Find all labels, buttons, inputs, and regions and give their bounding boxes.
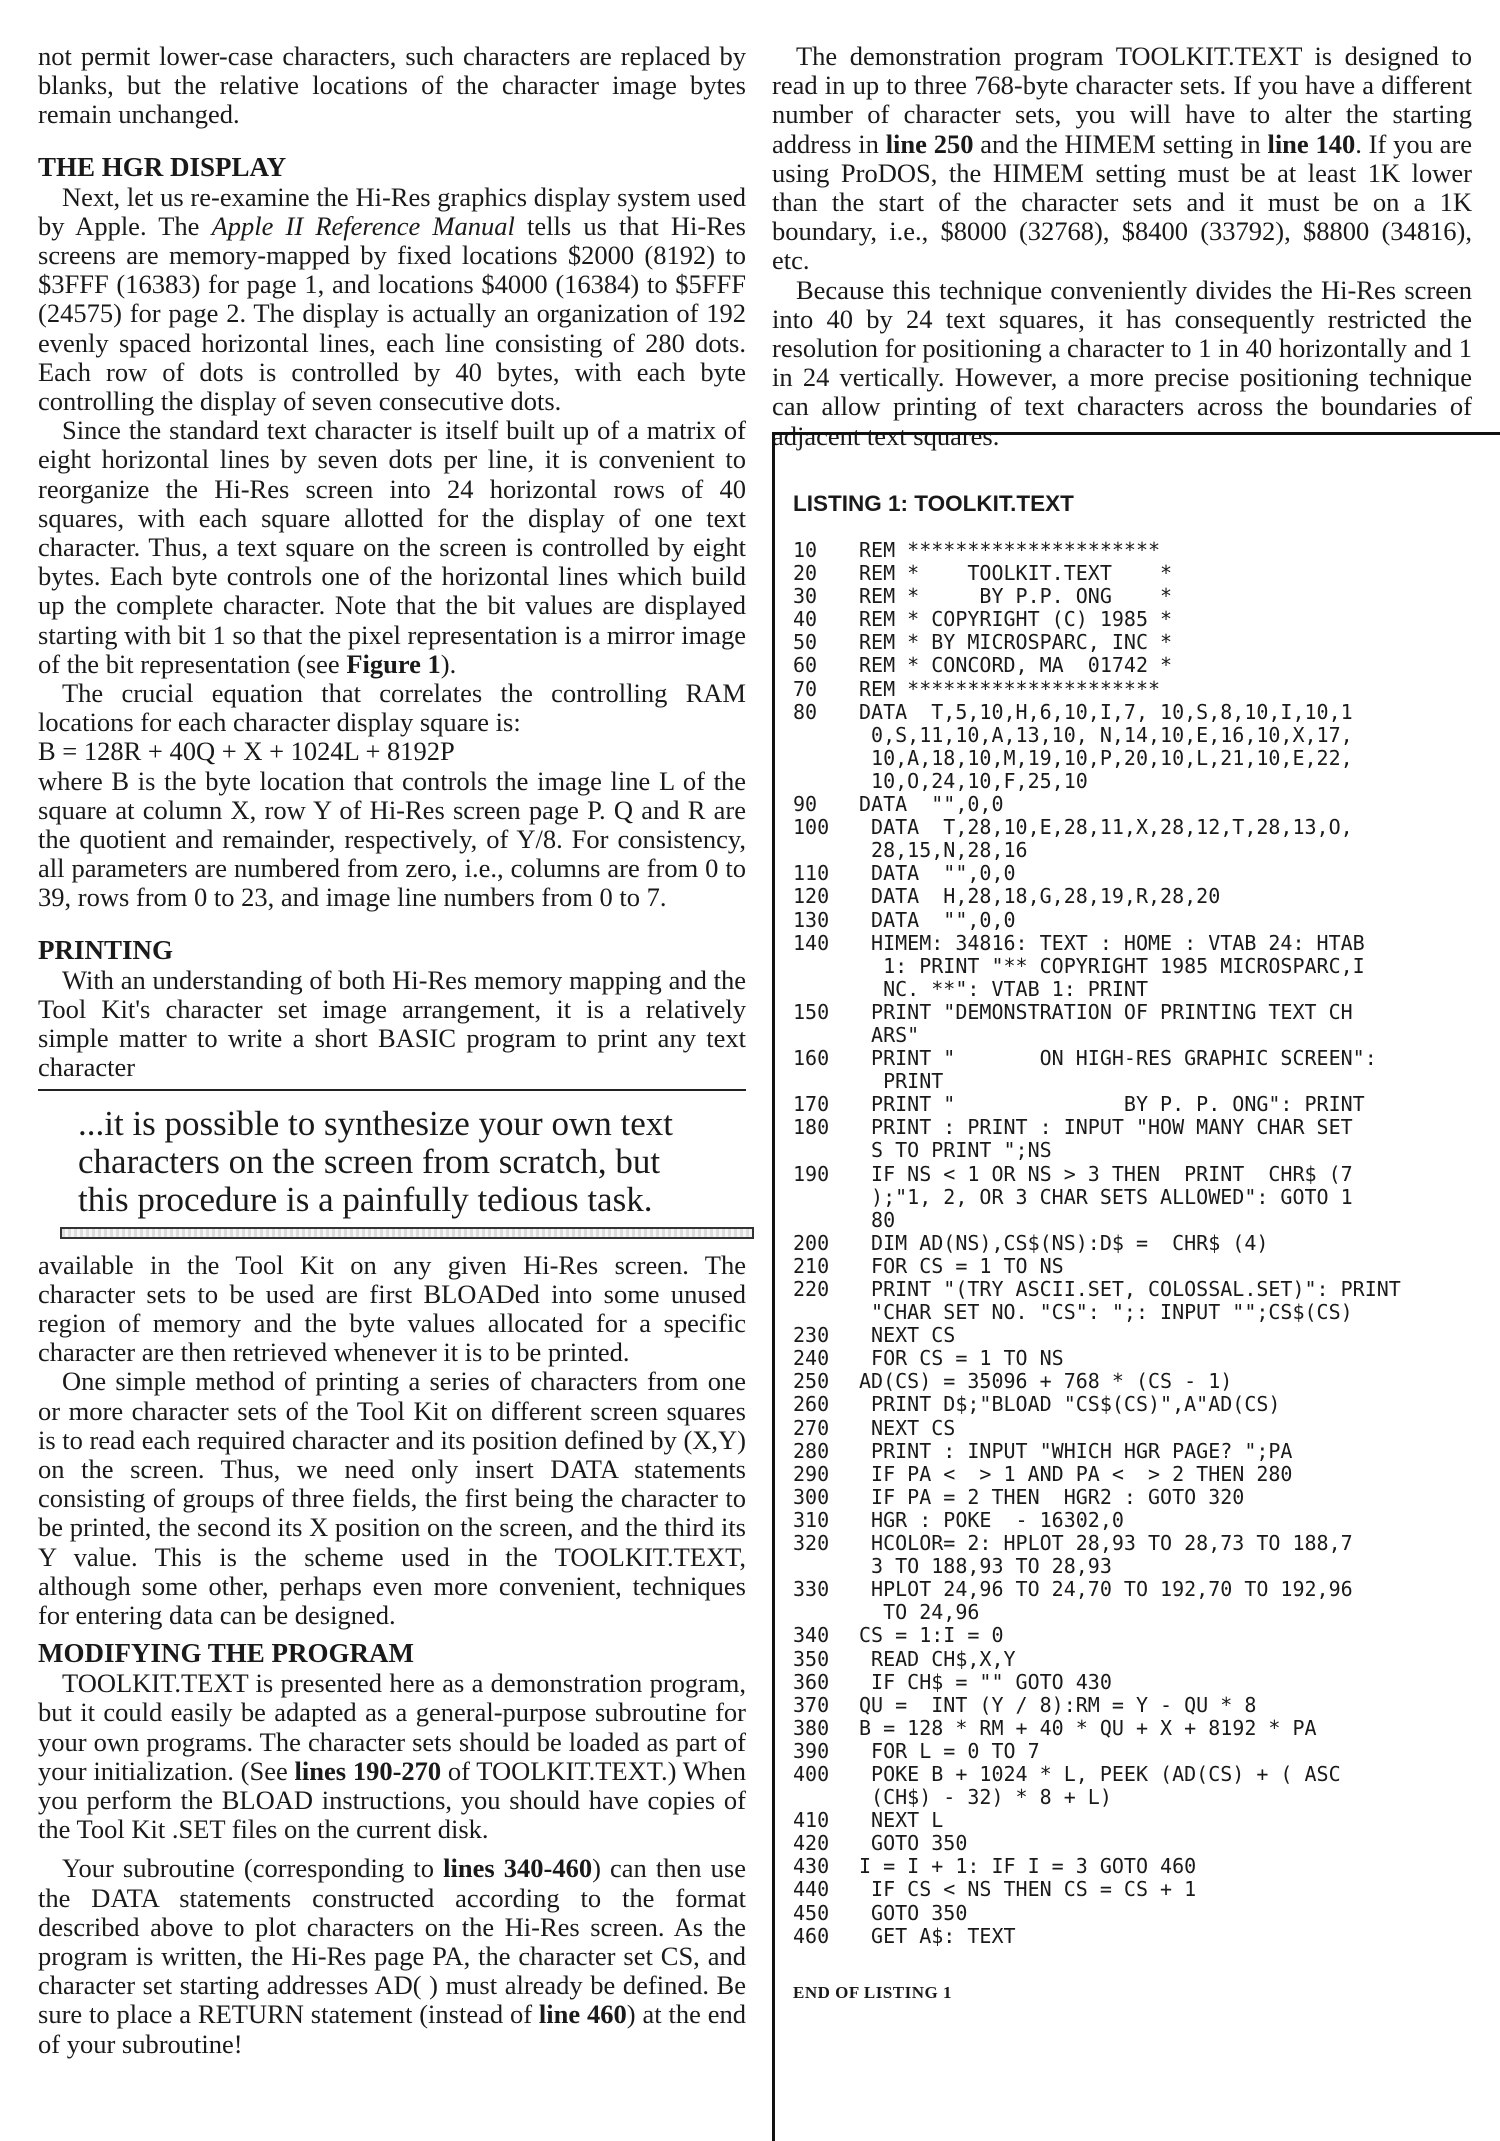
code-line — [793, 1925, 1493, 1948]
listing-code — [793, 539, 1493, 1948]
pull-quote-block — [38, 1089, 746, 1239]
line-number: 360 — [793, 1669, 830, 1694]
line-code: DATA H,28,18,G,28,19,R,28,20 — [859, 884, 1221, 909]
paragraph-hgr-2 — [38, 416, 746, 679]
code-line — [793, 1694, 1493, 1717]
right-column — [772, 42, 1472, 451]
code-line — [793, 1278, 1493, 1324]
line-code: HGR : POKE - 16302,0 — [859, 1507, 1124, 1532]
code-line — [793, 1393, 1493, 1416]
pull-quote: ...it is possible to synthesize your own text characters on the screen from scratch, but this procedure is a painfully tedious task. — [78, 1103, 673, 1219]
line-number: 250 — [793, 1369, 830, 1394]
line-number: 10 — [793, 538, 818, 562]
code-line — [793, 1648, 1493, 1671]
paragraph-printing-2: One simple method of printing a series of characters from one or more character sets of the Tool Kit on different screen squares is to read each required character and its position defined by (X,Y) on the screen. Thus, we need only insert DATA statements consisting of groups of three fields, the first being the character to be printed, the second its X position on the screen, and the third its Y value. This is the scheme used in the TOOLKIT.TEXT, although some other, perhaps even more convenient, techniques for entering data can be designed. — [38, 1366, 746, 1630]
line-code: GET A$: TEXT — [859, 1923, 1016, 1948]
line-code: AD(CS) = 35096 + 768 * (CS - 1) — [859, 1369, 1233, 1394]
line-number: 240 — [793, 1346, 830, 1371]
line-reference: line 460 — [538, 1999, 627, 2030]
line-number: 280 — [793, 1438, 830, 1463]
line-number: 220 — [793, 1277, 830, 1301]
line-number: 60 — [793, 653, 818, 678]
line-number: 310 — [793, 1507, 830, 1532]
code-line — [793, 1763, 1493, 1809]
line-code: POKE B + 1024 * L, PEEK (AD(CS) + ( ASC (CH$) - 32) * 8 + L) — [871, 1761, 1341, 1810]
code-line — [793, 816, 1493, 862]
line-number: 290 — [793, 1461, 830, 1486]
line-code: IF PA = 2 THEN HGR2 : GOTO 320 — [859, 1484, 1245, 1509]
code-line — [793, 932, 1493, 1001]
left-column — [38, 42, 746, 2059]
line-number: 300 — [793, 1484, 830, 1509]
line-number: 370 — [793, 1692, 830, 1717]
line-code: READ CH$,X,Y — [859, 1646, 1016, 1671]
line-code: DATA "",0,0 — [859, 907, 1016, 932]
code-line — [793, 1093, 1493, 1116]
line-number: 160 — [793, 1046, 830, 1071]
code-line — [793, 1440, 1493, 1463]
line-number: 420 — [793, 1831, 830, 1856]
line-code: DATA "",0,0 — [859, 792, 1004, 817]
line-code: FOR CS = 1 TO NS — [859, 1253, 1064, 1278]
code-line — [793, 1740, 1493, 1763]
paragraph-modifying-2 — [38, 1854, 746, 2058]
line-number: 450 — [793, 1900, 830, 1925]
paragraph-intro: not permit lower-case characters, such characters are replaced by blanks, but the relative locations of the character image bytes remain unchanged. — [38, 41, 746, 130]
line-number: 270 — [793, 1415, 830, 1440]
line-code: PRINT " ON HIGH-RES GRAPHIC SCREEN": PRINT — [871, 1046, 1377, 1094]
code-line — [793, 1347, 1493, 1370]
line-code: GOTO 350 — [859, 1831, 968, 1856]
line-code: DIM AD(NS),CS$(NS):D$ = CHR$ (4) — [859, 1230, 1269, 1255]
heading-modifying: MODIFYING THE PROGRAM — [38, 1638, 414, 1669]
line-number: 110 — [793, 861, 830, 886]
paragraph-hgr-1 — [38, 183, 746, 417]
code-line — [793, 862, 1493, 885]
line-code: PRINT "(TRY ASCII.SET, COLOSSAL.SET)": PRINT "CHAR SET NO. "CS": ";: INPUT "";CS$(CS) — [871, 1277, 1401, 1325]
line-code: IF CS < NS THEN CS = CS + 1 — [859, 1877, 1197, 1902]
line-number: 350 — [793, 1646, 830, 1671]
code-line — [793, 1509, 1493, 1532]
code-line — [793, 1832, 1493, 1855]
text-run: TOOLKIT.TEXT is presented here as a demonstration program, but it could easily be adapted as a general-purpose subroutine for your own programs. The character sets should be loaded as part of your initialization. (See — [38, 1668, 746, 1786]
line-code: IF NS < 1 OR NS > 3 THEN PRINT CHR$ (7 );"1, 2, OR 3 CHAR SETS ALLOWED": GOTO 1 80 — [871, 1161, 1353, 1232]
line-number: 230 — [793, 1323, 830, 1348]
code-line — [793, 631, 1493, 654]
heading-hgr-display: THE HGR DISPLAY — [38, 151, 287, 182]
line-number: 380 — [793, 1715, 830, 1740]
line-code: HPLOT 24,96 TO 24,70 TO 192,70 TO 192,96 TO 24,96 — [871, 1577, 1353, 1625]
line-number: 70 — [793, 676, 818, 701]
code-line — [793, 1370, 1493, 1393]
line-number: 190 — [793, 1161, 830, 1186]
equation: B = 128R + 40Q + X + 1024L + 8192P — [38, 736, 455, 767]
line-code: HCOLOR= 2: HPLOT 28,93 TO 28,73 TO 188,7 3 TO 188,93 TO 28,93 — [871, 1531, 1353, 1579]
code-line — [793, 654, 1493, 677]
paragraph-hgr-4: where B is the byte location that controls the image line L of the square at column X, row Y of Hi-Res screen page P. Q and R are the quotient and remainder, respectively, of Y/8. For consistency, all parameters are numbered from zero, i.e., columns are from 0 to 39, rows from 0 to 23, and image line numbers from 0 to 7. — [38, 765, 746, 913]
code-line — [793, 1717, 1493, 1740]
code-line — [793, 1047, 1493, 1093]
line-code: NEXT L — [859, 1808, 944, 1833]
text-run: and the HIMEM setting in — [973, 128, 1268, 159]
paragraph-modifying-1 — [38, 1669, 746, 1844]
line-code: REM ********************* — [859, 538, 1161, 562]
code-line — [793, 562, 1493, 585]
line-number: 430 — [793, 1854, 830, 1879]
line-code: PRINT " BY P. P. ONG": PRINT — [859, 1092, 1365, 1117]
line-code: IF CH$ = "" GOTO 430 — [859, 1669, 1112, 1694]
line-code: QU = INT (Y / 8):RM = Y - QU * 8 — [859, 1692, 1257, 1717]
paragraph-because: Because this technique conveniently divides the Hi-Res screen into 40 by 24 text squares, it has consequently restricted the resolution for positioning a character to 1 in 40 horizontally and 1 in 24 vertically. However, a more precise positioning technique can allow printing of text characters across the boundaries of adjacent text squares. — [772, 274, 1472, 451]
line-number: 410 — [793, 1808, 830, 1833]
code-line — [793, 539, 1493, 562]
line-number: 20 — [793, 561, 818, 586]
line-number: 120 — [793, 884, 830, 909]
line-number: 330 — [793, 1577, 830, 1602]
line-code: B = 128 * RM + 40 * QU + X + 8192 * PA — [859, 1715, 1317, 1740]
code-line — [793, 1463, 1493, 1486]
line-number: 210 — [793, 1253, 830, 1278]
line-code: IF PA < > 1 AND PA < > 2 THEN 280 — [859, 1461, 1293, 1486]
line-code: REM * BY MICROSPARC, INC * — [859, 630, 1173, 655]
paragraph-demo — [772, 42, 1472, 276]
line-code: DATA T,5,10,H,6,10,I,7, 10,S,8,10,I,10,1 0,S,11,10,A,13,10, N,14,10,E,16,10,X,17, 10,A,18,10,M,19,10,P,20,10,L,21,10,E,22, 10,O,24,10,F,25,10 — [859, 699, 1353, 793]
line-number: 390 — [793, 1738, 830, 1763]
paragraph-printing-1: With an understanding of both Hi-Res memory mapping and the Tool Kit's character set image arrangement, it is a relatively simple matter to write a short BASIC program to print any text character — [38, 964, 746, 1083]
text-run: Next, let us re-examine the Hi-Res graphics display system used by Apple. The — [38, 181, 746, 241]
heading-printing: PRINTING — [38, 934, 174, 965]
line-number: 30 — [793, 584, 818, 609]
line-reference: line 140 — [1267, 128, 1356, 159]
line-number: 100 — [793, 815, 830, 840]
code-line — [793, 1163, 1493, 1232]
code-line — [793, 909, 1493, 932]
figure-reference: Figure 1 — [346, 648, 441, 679]
code-line — [793, 1486, 1493, 1509]
text-run: of TOOLKIT.TEXT.) When you perform the BLOAD instructions, you should have copies of the Tool Kit .SET files on the current disk. — [38, 1755, 746, 1845]
code-line — [793, 1417, 1493, 1440]
text-run: . If you are using ProDOS, the HIMEM setting must be at least 1K lower than the start of the character sets and it must be on a 1K boundary, i.e., $8000 (32768), $8400 (33792), $8800 (34816), etc. — [772, 128, 1473, 276]
line-reference: lines 340-460 — [443, 1853, 593, 1884]
line-code: REM * COPYRIGHT (C) 1985 * — [859, 607, 1173, 632]
code-line — [793, 1001, 1493, 1047]
code-line — [793, 701, 1493, 793]
text-run: ). — [440, 648, 457, 679]
line-number: 180 — [793, 1115, 830, 1140]
line-number: 130 — [793, 907, 830, 932]
text-run: ) at the end of your subroutine! — [38, 1999, 746, 2059]
line-number: 170 — [793, 1092, 830, 1117]
line-number: 50 — [793, 630, 818, 655]
paragraph-hgr-3: The crucial equation that correlates the controlling RAM locations for each character display square is: — [38, 678, 746, 738]
line-code: PRINT D$;"BLOAD "CS$(CS)",A"AD(CS) — [859, 1392, 1281, 1417]
text-run: The demonstration program TOOLKIT.TEXT is designed to read in up to three 768-byte character sets. If you have a different number of character sets, you will have to alter the starting address in — [772, 41, 1472, 159]
code-line — [793, 885, 1493, 908]
text-run: ) can then use the DATA statements constructed according to the format described above to plot characters on the Hi-Res screen. As the program is written, the Hi-Res page PA, the character set CS, and character set starting addresses AD( ) must already be defined. Be sure to place a RETURN statement (instead of — [38, 1853, 746, 2030]
code-line — [793, 1532, 1493, 1578]
manual-title: Apple II Reference Manual — [211, 210, 515, 241]
code-line — [793, 678, 1493, 701]
listing-end: END OF LISTING 1 — [793, 1983, 952, 2002]
line-code: GOTO 350 — [859, 1900, 968, 1925]
line-number: 150 — [793, 999, 830, 1024]
line-code: CS = 1:I = 0 — [859, 1623, 1004, 1648]
pull-quote-bottom-rule — [60, 1227, 754, 1239]
line-code: DATA "",0,0 — [859, 861, 1016, 886]
line-reference: lines 190-270 — [294, 1755, 442, 1786]
text-run: Your subroutine (corresponding to — [62, 1853, 444, 1884]
line-number: 440 — [793, 1877, 830, 1902]
code-line — [793, 1855, 1493, 1878]
line-code: I = I + 1: IF I = 3 GOTO 460 — [859, 1854, 1197, 1879]
line-code: HIMEM: 34816: TEXT : HOME : VTAB 24: HTAB 1: PRINT "** COPYRIGHT 1985 MICROSPARC,I NC. **": VTAB 1: PRINT — [871, 930, 1365, 1001]
line-code: PRINT : INPUT "WHICH HGR PAGE? ";PA — [859, 1438, 1293, 1463]
code-line — [793, 1324, 1493, 1347]
line-number: 90 — [793, 792, 818, 817]
code-line — [793, 1578, 1493, 1624]
line-number: 200 — [793, 1230, 830, 1255]
line-code: DATA T,28,10,E,28,11,X,28,12,T,28,13,O, 28,15,N,28,16 — [871, 815, 1353, 863]
line-code: PRINT : PRINT : INPUT "HOW MANY CHAR SET S TO PRINT ";NS — [871, 1115, 1353, 1163]
line-number: 260 — [793, 1392, 830, 1417]
code-line — [793, 585, 1493, 608]
line-code: NEXT CS — [859, 1415, 956, 1440]
code-line — [793, 1255, 1493, 1278]
line-code: REM ********************* — [859, 676, 1161, 701]
line-code: REM * CONCORD, MA 01742 * — [859, 653, 1173, 678]
code-line — [793, 1671, 1493, 1694]
code-line — [793, 1902, 1493, 1925]
line-code: FOR CS = 1 TO NS — [859, 1346, 1064, 1371]
code-line — [793, 1116, 1493, 1162]
line-code: REM * TOOLKIT.TEXT * — [859, 561, 1173, 586]
line-number: 140 — [793, 930, 830, 955]
line-code: PRINT "DEMONSTRATION OF PRINTING TEXT CH ARS" — [871, 999, 1353, 1047]
code-line — [793, 1809, 1493, 1832]
line-reference: line 250 — [885, 128, 974, 159]
listing-box — [772, 432, 1500, 2141]
listing-title: LISTING 1: TOOLKIT.TEXT — [793, 491, 1074, 516]
code-line — [793, 608, 1493, 631]
line-number: 80 — [793, 699, 818, 724]
line-number: 40 — [793, 607, 818, 632]
line-number: 460 — [793, 1923, 830, 1948]
line-number: 400 — [793, 1761, 830, 1786]
code-line — [793, 793, 1493, 816]
code-line — [793, 1624, 1493, 1647]
text-run: tells us that Hi-Res screens are memory-mapped by fixed locations $2000 (8192) to $3FFF (16383) for page 1, and locations $4000 (16384) to $5FFF (24575) for page 2. The display is actually an organization of 192 evenly spaced horizontal lines, each line consisting of 280 dots. Each row of dots is controlled by 40 bytes, with each byte controlling the display of seven consecutive dots. — [38, 210, 746, 417]
line-code: REM * BY P.P. ONG * — [859, 584, 1173, 609]
text-run: Since the standard text character is itself built up of a matrix of eight horizontal lines by seven dots per line, it is convenient to reorganize the Hi-Res screen into 24 horizontal rows of 40 squares, with each square allotted for the display of one text character. Thus, a text square on the screen is controlled by eight bytes. Each byte controls one of the horizontal lines which build up the complete character. Note that the bit values are displayed starting with bit 1 so that the pixel representation is a mirror image of the bit representation (see — [38, 415, 746, 679]
paragraph-printing-cont: available in the Tool Kit on any given Hi-Res screen. The character sets to be used are first BLOADed into some unused region of memory and the byte values allocated for a specific character are then retrieved whenever it is to be printed. — [38, 1249, 746, 1368]
code-line — [793, 1232, 1493, 1255]
line-code: FOR L = 0 TO 7 — [859, 1738, 1040, 1763]
line-number: 340 — [793, 1623, 830, 1648]
code-line — [793, 1878, 1493, 1901]
line-number: 320 — [793, 1531, 830, 1556]
line-code: NEXT CS — [859, 1323, 956, 1348]
